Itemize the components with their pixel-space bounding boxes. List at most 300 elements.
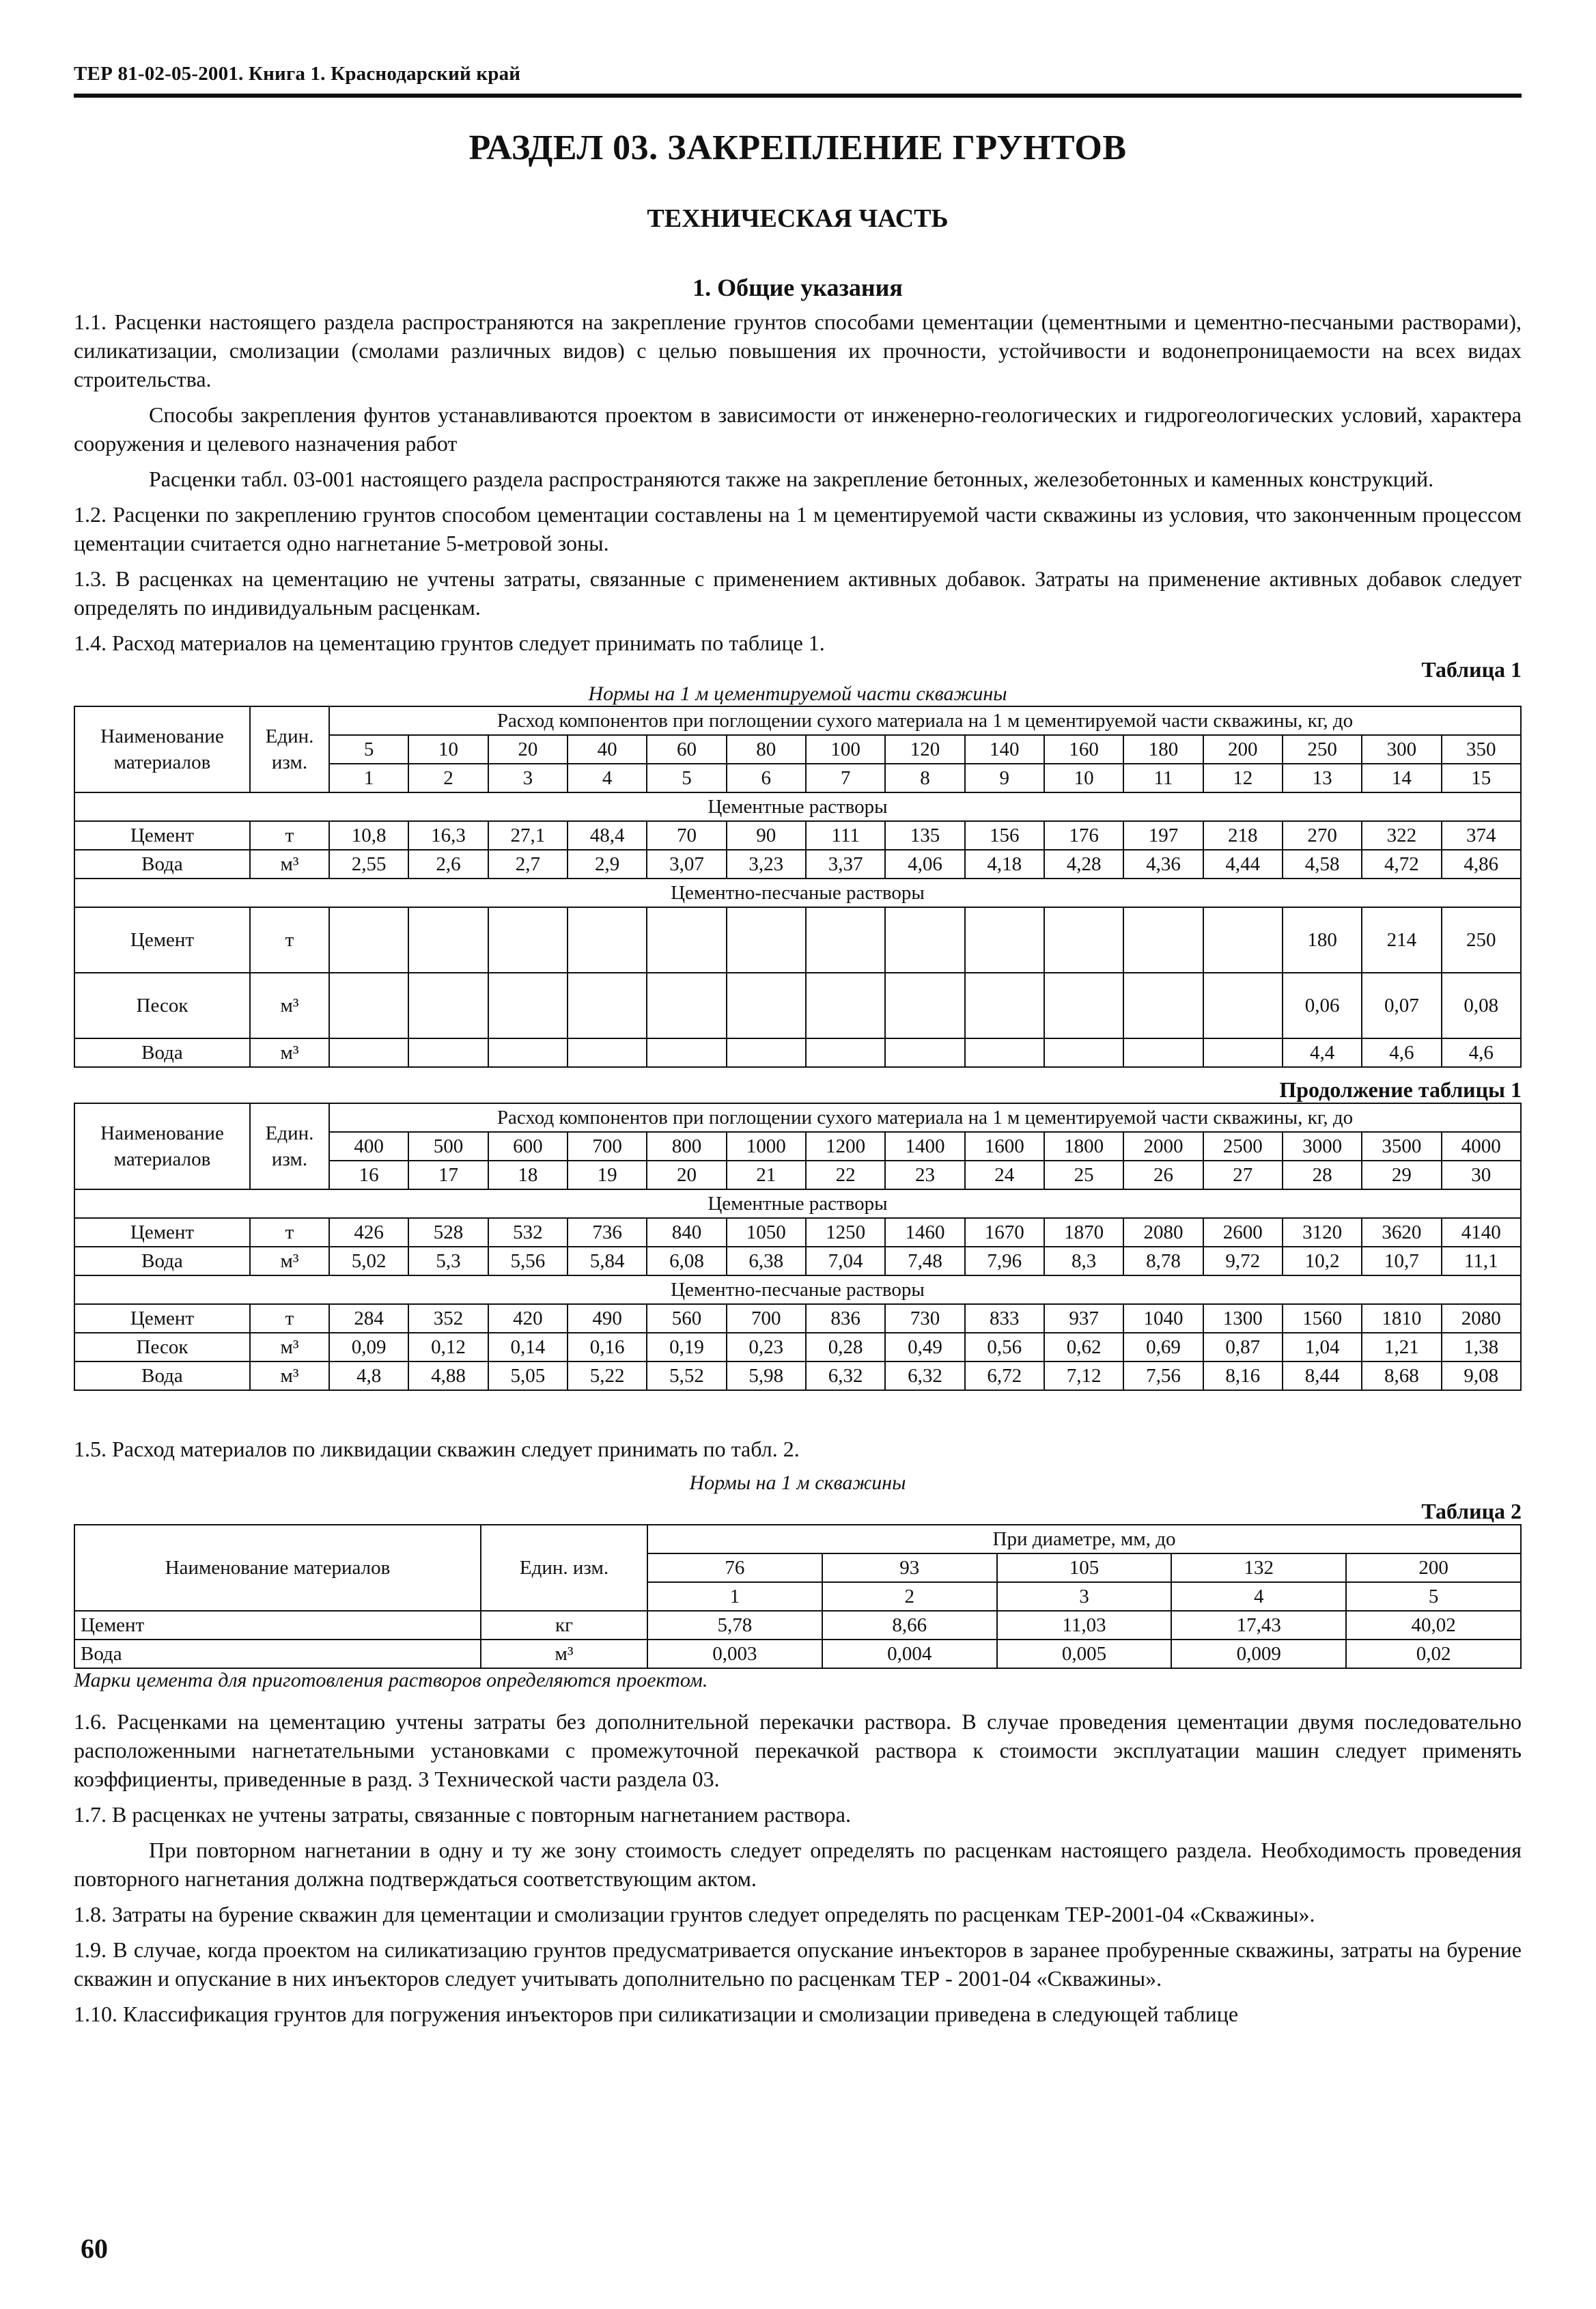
header-column-number: 21 — [727, 1161, 806, 1189]
value-cell: 0,02 — [1346, 1640, 1521, 1668]
unit-cell: м³ — [250, 1247, 329, 1275]
header-column-number: 28 — [1283, 1161, 1362, 1189]
value-cell: 2,9 — [568, 850, 647, 879]
value-cell — [488, 1038, 568, 1067]
value-cell: 111 — [806, 821, 885, 850]
header-column-number: 23 — [885, 1161, 964, 1189]
value-cell: 0,07 — [1362, 973, 1441, 1038]
page — [74, 63, 1522, 2028]
header-column-number: 26 — [1123, 1161, 1203, 1189]
table-row — [74, 1247, 1521, 1275]
header-consumption-group: Расход компонентов при поглощении сухого материала на 1 м цементируемой части скважины, кг, до — [329, 1103, 1521, 1132]
value-cell: 937 — [1044, 1304, 1123, 1333]
value-cell: 736 — [568, 1218, 647, 1247]
material-name: Вода — [74, 1247, 250, 1275]
value-cell: 4,8 — [329, 1361, 408, 1390]
header-column-number: 20 — [647, 1161, 726, 1189]
value-cell: 8,78 — [1123, 1247, 1203, 1275]
value-cell: 5,22 — [568, 1361, 647, 1390]
value-cell: 7,56 — [1123, 1361, 1203, 1390]
value-cell: 0,23 — [727, 1333, 806, 1361]
value-cell: 27,1 — [488, 821, 568, 850]
value-cell — [408, 1038, 488, 1067]
value-cell: 420 — [488, 1304, 568, 1333]
value-cell: 490 — [568, 1304, 647, 1333]
value-cell — [885, 907, 964, 973]
value-cell — [488, 973, 568, 1038]
header-kg-value: 300 — [1362, 735, 1441, 764]
value-cell: 0,06 — [1283, 973, 1362, 1038]
table-row — [74, 973, 1521, 1038]
value-cell: 2080 — [1123, 1218, 1203, 1247]
header-unit: Един. изм. — [250, 1103, 329, 1189]
value-cell: 528 — [408, 1218, 488, 1247]
para-1-10: 1.10. Классификация грунтов для погружения инъекторов при силикатизации и смолизации приведена в следующей таблице — [74, 2002, 1239, 2026]
value-cell — [885, 1038, 964, 1067]
t2-head-group: При диаметре, мм, до — [647, 1525, 1521, 1553]
header-material-name: Наименование материалов — [74, 706, 250, 792]
value-cell: 3120 — [1283, 1218, 1362, 1247]
value-cell: 17,43 — [1171, 1611, 1346, 1640]
header-kg-value: 4000 — [1442, 1132, 1521, 1161]
value-cell: 5,52 — [647, 1361, 726, 1390]
value-cell: 40,02 — [1346, 1611, 1521, 1640]
value-cell: 4140 — [1442, 1218, 1521, 1247]
header-column-number: 4 — [568, 764, 647, 792]
value-cell: 4,18 — [965, 850, 1044, 879]
header-kg-value: 80 — [727, 735, 806, 764]
header-column-number: 4 — [1171, 1582, 1346, 1611]
value-cell: 3,07 — [647, 850, 726, 879]
unit-cell: м³ — [250, 1333, 329, 1361]
header-diameter: 93 — [822, 1553, 997, 1582]
value-cell: 700 — [727, 1304, 806, 1333]
value-cell — [727, 907, 806, 973]
header-kg-value: 100 — [806, 735, 885, 764]
value-cell: 1050 — [727, 1218, 806, 1247]
value-cell: 90 — [727, 821, 806, 850]
table-2 — [74, 1524, 1522, 1669]
value-cell: 180 — [1283, 907, 1362, 973]
header-column-number: 16 — [329, 1161, 408, 1189]
value-cell: 4,86 — [1442, 850, 1521, 879]
value-cell: 214 — [1362, 907, 1441, 973]
value-cell — [647, 1038, 726, 1067]
value-cell: 352 — [408, 1304, 488, 1333]
value-cell — [1203, 907, 1283, 973]
header-kg-value: 350 — [1442, 735, 1521, 764]
header-kg-value: 120 — [885, 735, 964, 764]
table-row — [74, 907, 1521, 973]
table-row — [74, 1304, 1521, 1333]
table-row — [74, 1038, 1521, 1067]
value-cell — [965, 907, 1044, 973]
value-cell: 284 — [329, 1304, 408, 1333]
value-cell: 156 — [965, 821, 1044, 850]
value-cell: 4,4 — [1283, 1038, 1362, 1067]
value-cell: 1250 — [806, 1218, 885, 1247]
value-cell: 7,12 — [1044, 1361, 1123, 1390]
value-cell: 6,08 — [647, 1247, 726, 1275]
value-cell: 5,78 — [647, 1611, 822, 1640]
value-cell: 0,62 — [1044, 1333, 1123, 1361]
value-cell: 0,56 — [965, 1333, 1044, 1361]
value-cell: 250 — [1442, 907, 1521, 973]
header-kg-value: 180 — [1123, 735, 1203, 764]
header-material-name: Наименование материалов — [74, 1103, 250, 1189]
value-cell: 9,72 — [1203, 1247, 1283, 1275]
value-cell: 1870 — [1044, 1218, 1123, 1247]
value-cell: 70 — [647, 821, 726, 850]
value-cell: 10,8 — [329, 821, 408, 850]
material-name: Цемент — [74, 1611, 481, 1640]
value-cell: 8,68 — [1362, 1361, 1441, 1390]
value-cell: 5,02 — [329, 1247, 408, 1275]
value-cell: 5,98 — [727, 1361, 806, 1390]
para-1-2: 1.2. Расценки по закреплению грунтов способом цементации составлены на 1 м цементируемой части скважины из условия, что законченным процессом цементации считается одно нагнетание 5-метровой зоны. — [74, 502, 1522, 555]
value-cell: 4,6 — [1362, 1038, 1441, 1067]
section-title: РАЗДЕЛ 03. ЗАКРЕПЛЕНИЕ ГРУНТОВ — [468, 128, 1127, 167]
header-column-number: 24 — [965, 1161, 1044, 1189]
tech-part-heading: ТЕХНИЧЕСКАЯ ЧАСТЬ — [647, 204, 949, 233]
header-column-number: 1 — [329, 764, 408, 792]
value-cell: 4,06 — [885, 850, 964, 879]
value-cell — [329, 907, 408, 973]
value-cell — [329, 973, 408, 1038]
value-cell: 8,44 — [1283, 1361, 1362, 1390]
value-cell: 4,36 — [1123, 850, 1203, 879]
header-kg-value: 5 — [329, 735, 408, 764]
table-row — [74, 850, 1521, 879]
header-column-number: 6 — [727, 764, 806, 792]
header-column-number: 25 — [1044, 1161, 1123, 1189]
value-cell — [329, 1038, 408, 1067]
value-cell: 4,58 — [1283, 850, 1362, 879]
header-kg-value: 500 — [408, 1132, 488, 1161]
value-cell — [1203, 973, 1283, 1038]
value-cell: 0,28 — [806, 1333, 885, 1361]
value-cell: 0,09 — [329, 1333, 408, 1361]
value-cell: 7,96 — [965, 1247, 1044, 1275]
header-kg-value: 2500 — [1203, 1132, 1283, 1161]
header-column-number: 14 — [1362, 764, 1441, 792]
header-column-number: 30 — [1442, 1161, 1521, 1189]
value-cell: 176 — [1044, 821, 1123, 850]
value-cell: 218 — [1203, 821, 1283, 850]
header-kg-value: 1200 — [806, 1132, 885, 1161]
value-cell: 1810 — [1362, 1304, 1441, 1333]
value-cell: 5,56 — [488, 1247, 568, 1275]
page-number: 60 — [81, 2233, 108, 2264]
unit-cell: м³ — [481, 1640, 647, 1668]
value-cell: 8,3 — [1044, 1247, 1123, 1275]
value-cell: 836 — [806, 1304, 885, 1333]
material-name: Цемент — [74, 1218, 250, 1247]
value-cell — [1203, 1038, 1283, 1067]
unit-cell: т — [250, 907, 329, 973]
value-cell: 2,7 — [488, 850, 568, 879]
value-cell: 6,32 — [806, 1361, 885, 1390]
header-column-number: 19 — [568, 1161, 647, 1189]
para-1-1b: Способы закрепления фунтов устанавливаются проектом в зависимости от инженерно-геологических и гидрогеологических условий, характера сооружения и целевого назначения работ — [74, 402, 1522, 456]
header-column-number: 7 — [806, 764, 885, 792]
unit-cell: м³ — [250, 1361, 329, 1390]
section-label-cement-sand: Цементно-песчаные растворы — [74, 1275, 1521, 1304]
value-cell: 0,009 — [1171, 1640, 1346, 1668]
value-cell — [647, 907, 726, 973]
value-cell — [965, 1038, 1044, 1067]
value-cell: 1,38 — [1442, 1333, 1521, 1361]
table-row — [74, 1611, 1521, 1640]
value-cell — [806, 973, 885, 1038]
unit-cell: т — [250, 1218, 329, 1247]
value-cell: 840 — [647, 1218, 726, 1247]
para-1-1: 1.1. Расценки настоящего раздела распространяются на закрепление грунтов способами цементации (цементными и цементно-песчаными растворами), силикатизации, смолизации (смолами различных видов) с целью повышения их прочности, устойчивости и водонепроницаемости на всех видах строительства. — [74, 309, 1522, 391]
header-column-number: 12 — [1203, 764, 1283, 792]
header-kg-value: 2000 — [1123, 1132, 1203, 1161]
value-cell: 4,6 — [1442, 1038, 1521, 1067]
value-cell: 2080 — [1442, 1304, 1521, 1333]
value-cell — [806, 1038, 885, 1067]
header-diameter: 132 — [1171, 1553, 1346, 1582]
header-unit: Един. изм. — [250, 706, 329, 792]
value-cell — [1044, 907, 1123, 973]
t2-head-name: Наименование материалов — [74, 1525, 481, 1611]
value-cell: 270 — [1283, 821, 1362, 850]
header-kg-value: 1800 — [1044, 1132, 1123, 1161]
header-column-number: 17 — [408, 1161, 488, 1189]
value-cell: 730 — [885, 1304, 964, 1333]
value-cell: 5,05 — [488, 1361, 568, 1390]
value-cell: 6,72 — [965, 1361, 1044, 1390]
value-cell — [1123, 907, 1203, 973]
value-cell: 10,2 — [1283, 1247, 1362, 1275]
running-head: ТЕР 81-02-05-2001. Книга 1. Краснодарский край — [74, 63, 1522, 98]
para-1-5: 1.5. Расход материалов по ликвидации скважин следует принимать по табл. 2. — [74, 1437, 800, 1461]
header-column-number: 3 — [488, 764, 568, 792]
table1-label: Таблица 1 — [1421, 657, 1522, 682]
value-cell: 3620 — [1362, 1218, 1441, 1247]
para-1-1c: Расценки табл. 03-001 настоящего раздела распространяются также на закрепление бетонных, железобетонных и каменных конструкций. — [149, 467, 1434, 491]
table2-label: Таблица 2 — [1421, 1499, 1522, 1523]
value-cell: 560 — [647, 1304, 726, 1333]
header-diameter: 105 — [997, 1553, 1172, 1582]
value-cell: 0,69 — [1123, 1333, 1203, 1361]
material-name: Вода — [74, 1361, 250, 1390]
value-cell: 1460 — [885, 1218, 964, 1247]
value-cell — [1044, 973, 1123, 1038]
value-cell: 322 — [1362, 821, 1441, 850]
header-column-number: 5 — [647, 764, 726, 792]
header-column-number: 13 — [1283, 764, 1362, 792]
value-cell: 2600 — [1203, 1218, 1283, 1247]
value-cell: 8,16 — [1203, 1361, 1283, 1390]
header-kg-value: 140 — [965, 735, 1044, 764]
value-cell: 0,003 — [647, 1640, 822, 1668]
section-label-cement-sand: Цементно-песчаные растворы — [74, 879, 1521, 907]
section-label-cement: Цементные растворы — [74, 1189, 1521, 1218]
value-cell: 5,84 — [568, 1247, 647, 1275]
header-column-number: 18 — [488, 1161, 568, 1189]
table-row — [74, 821, 1521, 850]
value-cell: 135 — [885, 821, 964, 850]
value-cell: 16,3 — [408, 821, 488, 850]
t2-head-unit: Един. изм. — [481, 1525, 647, 1611]
table-row — [74, 1333, 1521, 1361]
header-kg-value: 800 — [647, 1132, 726, 1161]
value-cell — [1123, 1038, 1203, 1067]
header-kg-value: 160 — [1044, 735, 1123, 764]
header-column-number: 5 — [1346, 1582, 1521, 1611]
table-row — [74, 1218, 1521, 1247]
header-kg-value: 1600 — [965, 1132, 1044, 1161]
header-kg-value: 20 — [488, 735, 568, 764]
value-cell: 532 — [488, 1218, 568, 1247]
value-cell: 197 — [1123, 821, 1203, 850]
value-cell — [806, 907, 885, 973]
header-kg-value: 200 — [1203, 735, 1283, 764]
header-kg-value: 3500 — [1362, 1132, 1441, 1161]
header-kg-value: 10 — [408, 735, 488, 764]
material-name: Цемент — [74, 907, 250, 973]
header-kg-value: 60 — [647, 735, 726, 764]
value-cell: 2,6 — [408, 850, 488, 879]
header-consumption-group: Расход компонентов при поглощении сухого материала на 1 м цементируемой части скважины, кг, до — [329, 706, 1521, 735]
value-cell: 0,08 — [1442, 973, 1521, 1038]
value-cell: 0,14 — [488, 1333, 568, 1361]
value-cell — [885, 973, 964, 1038]
value-cell: 1,21 — [1362, 1333, 1441, 1361]
header-kg-value: 600 — [488, 1132, 568, 1161]
material-name: Вода — [74, 1038, 250, 1067]
header-column-number: 27 — [1203, 1161, 1283, 1189]
value-cell: 0,004 — [822, 1640, 997, 1668]
value-cell: 7,48 — [885, 1247, 964, 1275]
table-1 — [74, 706, 1522, 1068]
header-column-number: 11 — [1123, 764, 1203, 792]
value-cell: 10,7 — [1362, 1247, 1441, 1275]
value-cell — [568, 973, 647, 1038]
header-column-number: 10 — [1044, 764, 1123, 792]
header-column-number: 8 — [885, 764, 964, 792]
para-1-4: 1.4. Расход материалов на цементацию грунтов следует принимать по таблице 1. — [74, 631, 825, 655]
value-cell: 1,04 — [1283, 1333, 1362, 1361]
header-diameter: 200 — [1346, 1553, 1521, 1582]
value-cell — [488, 907, 568, 973]
value-cell: 1560 — [1283, 1304, 1362, 1333]
value-cell — [727, 973, 806, 1038]
value-cell — [647, 973, 726, 1038]
header-kg-value: 40 — [568, 735, 647, 764]
header-column-number: 29 — [1362, 1161, 1441, 1189]
table-1-continued — [74, 1103, 1522, 1391]
value-cell: 3,23 — [727, 850, 806, 879]
table2-caption: Нормы на 1 м скважины — [689, 1471, 906, 1494]
unit-cell: т — [250, 821, 329, 850]
value-cell: 6,32 — [885, 1361, 964, 1390]
value-cell: 374 — [1442, 821, 1521, 850]
header-column-number: 22 — [806, 1161, 885, 1189]
unit-cell: м³ — [250, 1038, 329, 1067]
header-column-number: 2 — [822, 1582, 997, 1611]
value-cell — [727, 1038, 806, 1067]
header-kg-value: 3000 — [1283, 1132, 1362, 1161]
table1-continued-label: Продолжение таблицы 1 — [1279, 1077, 1522, 1102]
value-cell: 0,12 — [408, 1333, 488, 1361]
value-cell: 0,49 — [885, 1333, 964, 1361]
value-cell: 4,44 — [1203, 850, 1283, 879]
header-kg-value: 700 — [568, 1132, 647, 1161]
header-column-number: 1 — [647, 1582, 822, 1611]
value-cell: 2,55 — [329, 850, 408, 879]
value-cell: 4,88 — [408, 1361, 488, 1390]
value-cell: 7,04 — [806, 1247, 885, 1275]
value-cell: 5,3 — [408, 1247, 488, 1275]
value-cell — [568, 907, 647, 973]
material-name: Цемент — [74, 1304, 250, 1333]
value-cell: 0,87 — [1203, 1333, 1283, 1361]
value-cell — [1123, 973, 1203, 1038]
header-kg-value: 400 — [329, 1132, 408, 1161]
value-cell — [568, 1038, 647, 1067]
para-1-9: 1.9. В случае, когда проектом на силикатизацию грунтов предусматривается опускание инъекторов в заранее пробуренные скважины, затраты на бурение скважин и опускание в них инъекторов следует учитывать дополнительно по расценкам ТЕР - 2001-04 «Скважины». — [74, 1937, 1522, 1991]
value-cell — [965, 973, 1044, 1038]
section-label-cement: Цементные растворы — [74, 792, 1521, 821]
value-cell: 48,4 — [568, 821, 647, 850]
value-cell: 0,19 — [647, 1333, 726, 1361]
value-cell: 1300 — [1203, 1304, 1283, 1333]
value-cell: 0,005 — [997, 1640, 1172, 1668]
para-1-7b: При повторном нагнетании в одну и ту же зону стоимость следует определять по расценкам настоящего раздела. Необходимость проведения повторного нагнетания должна подтверждаться соответствующим актом. — [74, 1838, 1522, 1891]
value-cell: 426 — [329, 1218, 408, 1247]
value-cell — [1044, 1038, 1123, 1067]
table-row — [74, 1640, 1521, 1668]
material-name: Вода — [74, 1640, 481, 1668]
value-cell: 1040 — [1123, 1304, 1203, 1333]
unit-cell: кг — [481, 1611, 647, 1640]
para-1-7: 1.7. В расценках не учтены затраты, связанные с повторным нагнетанием раствора. — [74, 1802, 851, 1827]
table-row — [74, 1361, 1521, 1390]
unit-cell: т — [250, 1304, 329, 1333]
header-kg-value: 1000 — [727, 1132, 806, 1161]
header-column-number: 9 — [965, 764, 1044, 792]
value-cell: 3,37 — [806, 850, 885, 879]
table1-caption: Нормы на 1 м цементируемой части скважины — [588, 682, 1007, 705]
value-cell: 4,72 — [1362, 850, 1441, 879]
value-cell: 0,16 — [568, 1333, 647, 1361]
value-cell: 11,1 — [1442, 1247, 1521, 1275]
material-name: Цемент — [74, 821, 250, 850]
value-cell: 1670 — [965, 1218, 1044, 1247]
value-cell: 9,08 — [1442, 1361, 1521, 1390]
header-column-number: 15 — [1442, 764, 1521, 792]
header-diameter: 76 — [647, 1553, 822, 1582]
header-kg-value: 250 — [1283, 735, 1362, 764]
general-heading: 1. Общие указания — [692, 274, 903, 301]
para-1-8: 1.8. Затраты на бурение скважин для цементации и смолизации грунтов следует определять по расценкам ТЕР-2001-04 «Скважины». — [74, 1902, 1315, 1926]
header-column-number: 3 — [997, 1582, 1172, 1611]
value-cell — [408, 907, 488, 973]
value-cell: 6,38 — [727, 1247, 806, 1275]
para-1-6: 1.6. Расценками на цементацию учтены затраты без дополнительной перекачки раствора. В случае проведения цементации двумя последовательно расположенными нагнетательными установками с промежуточной перекачкой раствора к стоимости эксплуатации машин следует применять коэффициенты, приведенные в разд. 3 Технической части раздела 03. — [74, 1709, 1522, 1791]
table2-note: Марки цемента для приготовления растворов определяются проектом. — [74, 1669, 708, 1691]
para-1-3: 1.3. В расценках на цементацию не учтены затраты, связанные с применением активных добавок. Затраты на применение активных добавок следует определять по индивидуальным расценкам. — [74, 566, 1522, 620]
material-name: Песок — [74, 973, 250, 1038]
value-cell: 11,03 — [997, 1611, 1172, 1640]
unit-cell: м³ — [250, 850, 329, 879]
unit-cell: м³ — [250, 973, 329, 1038]
value-cell: 8,66 — [822, 1611, 997, 1640]
